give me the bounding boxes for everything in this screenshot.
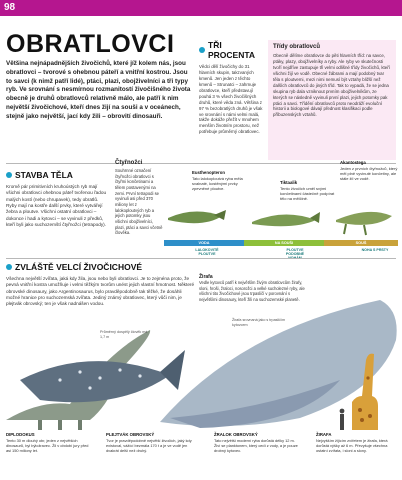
caption-whale-shark [214, 432, 302, 453]
tag-lobed-fins: LALOKOVITÉ PLOUTVE [195, 248, 219, 256]
caption-text: Tento 30 m dlouhý obr, jeden z největších dinosaurů, byl býložravec. Žil v období jury před asi 150 miliony let. [6, 437, 89, 453]
info-text: Souhrnné označení čtyřnožci obratlovci s čtyřmi končetinami a tělem postavenými na zemi. První tetrapodi se vyvinuli asi před 370 miliony let z lalokoploutvých ryb a jejich potomky jsou všichni obojživelníci, plazi, ptáci a savci včetně člověka. [115, 168, 163, 236]
bar-water: VODA [164, 240, 244, 246]
box-text: Obecně dělíme obratlovce do pěti hlavních tříd: na savce, ptáky, plazy, obojživelníky a ryby. Ale ryby ve skutečnosti tvoří nejdříve zastupuje tři velmi odlišné třídy živočichů, kteří všichni žijí ve vodě. Obecné žábrami a mají podobný tvar těla s ploutvemi, mezi nimi nemusí být vztahy bližší než dalších obratlovců do jiných tříd. Tak to vypadá, že se jedna skupina ryb dala vzniknout prvním obojživelníkům, ze kterých se následně vyvinuli první plazi, jejich potomky pak ptáci a savci. Třídění obratlovců proto neodráží evoluční historii a biologové dávají přednost klasifikaci podle příbuzenských vztahů. [273, 53, 390, 118]
section-title: ZVLÁŠTĚ VELCÍ ŽIVOČICHOVÉ [15, 262, 143, 272]
tiktaalik-text: Tento živočich uměl svými končetinami částečně podpírat tělo na mělčině. [280, 185, 335, 201]
whale-shark-illustration [20, 361, 170, 402]
caption-text: Nejvyšším žijícím zvířetem je žirafa, která dorůstá výšky až 6 m. Převyšuje všechna ostatní zvířata, i sloni a slony. [316, 437, 388, 453]
caption-title: ŽIRAFA [316, 432, 332, 437]
page-title: OBRATLOVCI [6, 30, 175, 58]
section-title: STAVBA TĚLA [15, 170, 73, 180]
intro-text: Většina nejnápadnějších živočichů, které jíž kolem nás, jsou obratlovci – tvorové s ohebnou páteří a vnitřní kostrou. Jsou to savci (k nimž patří lidé), ptáci, plazi, obojživelníci a tři typy ryb. Ve srovnání s nesmírnou rozmanitostí živočišného života obecně je druhů obratlovců relativně málo, ale patří k nim největší živočichové, kteří dnes žijí na souši a v oceánech, stejně jako největší, jací kdy žili – obrovití dinosauři. [6, 60, 191, 120]
caption-text: Tvor je pravděpodobně největší živočich, jaký kdy existoval, vážící bezmála 170 t a je ve vodě jen dvakrát delší než druhý. [106, 437, 192, 453]
eusthenopteron-name: Eusthenopteron [192, 170, 225, 175]
bar-to-land: NA SOUŠI [244, 240, 324, 246]
page-number: 98 [4, 2, 16, 13]
caption-giraffe [316, 432, 398, 453]
info-title: Čtyřnožci [115, 160, 143, 166]
box-title: Třídy obratlovců [273, 44, 321, 50]
giraffe-scale-label: Žirafa srovnaná jako s trpasličím kytovcem [232, 318, 286, 327]
caption-title: PLEJTVÁK OBROVSKÝ [106, 432, 155, 437]
tag-toed-leg: NOHA S PRSTY [361, 248, 389, 252]
acanthostega-text: Jeden z prvních čtyřnožců, který měl plně vyvinuté končetiny, ale stále žil ve vodě. [340, 165, 398, 181]
section-text: Kromě pár primitivních kruhoústých ryb mají všichni obratlovci ohebnou páteř tvořenou řadou malých kostí (nebo chrupavek), tedy obratlů. Ryby mají na kostře další prvky, které vytvářejí žebra a ploutve. Všichni ostatní obratlovci – dokonce i hadi a kytovci – se vyvinuli z předků, kteří byli jako suchozemští čtyřnožci (tetrapody). [6, 184, 107, 228]
info-title: Žirafa [199, 274, 213, 280]
tag-leg-fins: PLOUTVE PODOBNÉ [285, 248, 305, 256]
caption-text: Tato největší moderní ryba dorůstá délky 12 m. Živí se planktonem, který cedí z vody, a je pouze drobný kytovec. [214, 437, 298, 453]
section-text: Vědci dělí živočichy do 31 hlavních skupin, takzvaných kmenů. Jen jeden z těchto kmenů – Strunatci – zahrnuje obratlovce, kteří představují pouhá 3 % všech živočišných druhů, které věda zná. Většina z 97 % bezobratlých druhů je však ve srovnání s námi velmi malá, takže dokáže přežít v mnohem menším životním prostoru, než potřebuje průměrný obratlovec. [199, 64, 263, 135]
info-text: Vedle kytovců patří k největším živým obratlovcům žirafy, sloni, hroši, žraloci, nosorožci a velké sucholezné ryby, ale všichni tito živočichové jsou trpasličí v porovnání s největšími dinosaury, kteří žili na suchozemské planetě. [199, 280, 305, 302]
caption-title: DIPLODOKUS [6, 432, 35, 437]
caption-diplodocus [6, 432, 94, 453]
tiktaalik-name: Tiktaalik [280, 180, 298, 185]
human-silhouette [340, 414, 344, 430]
section-text: Všechna největší zvířata, jaká kdy žila, jsou nebo byli obratlovci. Je to zejména proto, že pevná vnitřní kostra umožňuje i velmi těžkým tvorům unést jejich vlastní hmotnost. Některé obrovské dinosaury, jako Argentinosaurus, bylo pravděpodobně tak těžké, že dosáhli možné hranice pro suchozemská zvířata. Jediný známý obratlovec, který vůči nim, je plejtvák obrovský; ten je však nadnášen vodou. [6, 276, 195, 307]
bar-land: SOUŠ [324, 240, 398, 246]
human-scale-label: Průměrný dospělý člověk má 1,7 m [100, 330, 148, 339]
eusthenopteron-text: Tato lalokoploutvá ryba měla svalnaté, kostěnými prvky zpevněné ploutve. [192, 175, 243, 191]
caption-title: ŽRALOK OBROVSKÝ [214, 432, 258, 437]
section-title: TŘI PROCENTA [208, 40, 256, 60]
acanthostega-name: Akantostega [340, 160, 366, 165]
caption-blue-whale [106, 432, 194, 453]
